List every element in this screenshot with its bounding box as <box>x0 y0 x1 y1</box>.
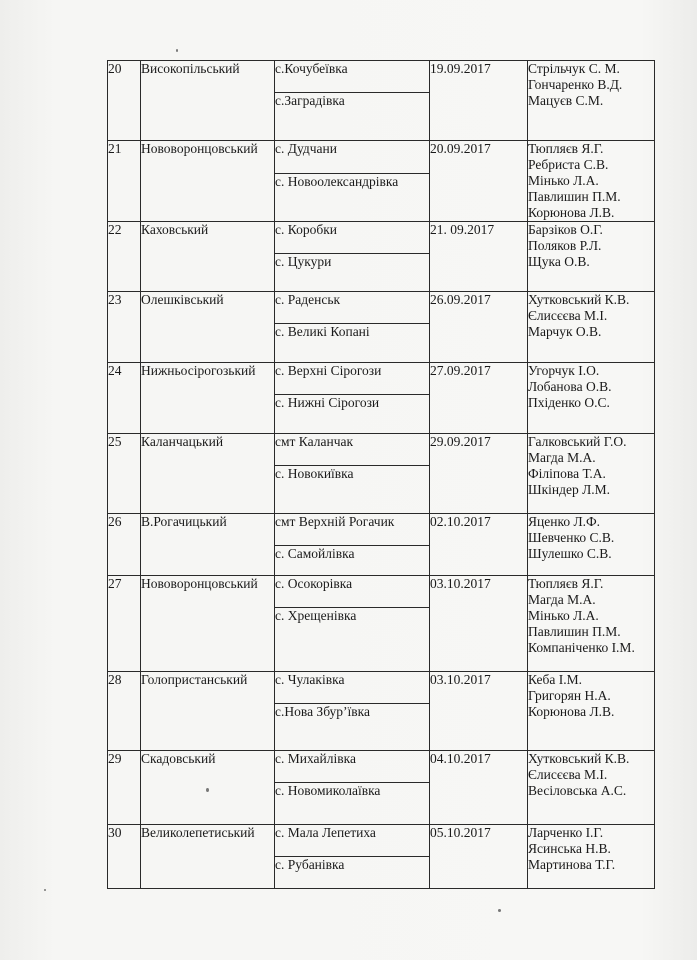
person-name: Кеба І.М. <box>528 672 582 687</box>
district-name: Скадовський <box>141 751 275 825</box>
responsible-people <box>528 672 655 751</box>
visit-date: 19.09.2017 <box>430 61 528 141</box>
district-name: Нововоронцовський <box>141 141 275 222</box>
table-row <box>108 751 655 783</box>
person-name: Павлишин П.М. <box>528 189 621 204</box>
district-name: Олешківський <box>141 292 275 363</box>
responsible-people <box>528 141 655 222</box>
row-number: 26 <box>108 514 141 576</box>
village-name: с.Нова Збур’ївка <box>275 704 430 751</box>
village-name: с. Верхні Сірогози <box>275 363 430 395</box>
district-name: Великолепетиський <box>141 825 275 889</box>
district-name: Каланчацький <box>141 434 275 514</box>
district-name: Високопільський <box>141 61 275 141</box>
table-row <box>108 141 655 174</box>
person-name: Щука О.В. <box>528 254 590 269</box>
person-name: Шулешко С.В. <box>528 546 612 561</box>
row-number: 29 <box>108 751 141 825</box>
person-name: Гончаренко В.Д. <box>528 77 623 92</box>
responsible-people <box>528 61 655 141</box>
person-name: Ребриста С.В. <box>528 157 609 172</box>
responsible-people <box>528 363 655 434</box>
person-name: Стрільчук С. М. <box>528 61 620 76</box>
person-name: Єлисєєва М.І. <box>528 767 608 782</box>
village-name: с. Дудчани <box>275 141 430 174</box>
row-number: 23 <box>108 292 141 363</box>
person-name: Філіпова Т.А. <box>528 466 606 481</box>
person-name: Павлишин П.М. <box>528 624 621 639</box>
person-name: Ясинська Н.В. <box>528 841 611 856</box>
visit-date: 26.09.2017 <box>430 292 528 363</box>
village-name: с. Рубанівка <box>275 857 430 889</box>
person-name: Барзіков О.Г. <box>528 222 603 237</box>
person-name: Шкіндер Л.М. <box>528 482 611 497</box>
row-number: 28 <box>108 672 141 751</box>
row-number: 21 <box>108 141 141 222</box>
village-name: с. Хрещенівка <box>275 608 430 672</box>
village-name: с. Самойлівка <box>275 546 430 576</box>
responsible-people <box>528 222 655 292</box>
person-name: Марчук О.В. <box>528 324 602 339</box>
visit-date: 03.10.2017 <box>430 672 528 751</box>
person-name: Тюпляєв Я.Г. <box>528 576 604 591</box>
visit-date: 21. 09.2017 <box>430 222 528 292</box>
person-name: Магда М.А. <box>528 592 596 607</box>
responsible-people <box>528 825 655 889</box>
table-row <box>108 825 655 857</box>
village-name: с. Нижні Сірогози <box>275 395 430 434</box>
responsible-people <box>528 434 655 514</box>
responsible-people <box>528 514 655 576</box>
row-number: 27 <box>108 576 141 672</box>
person-name: Григорян Н.А. <box>528 688 611 703</box>
person-name: Мінько Л.А. <box>528 173 599 188</box>
person-name: Хутковський К.В. <box>528 292 630 307</box>
responsible-people <box>528 751 655 825</box>
person-name: Угорчук І.О. <box>528 363 600 378</box>
visit-date: 29.09.2017 <box>430 434 528 514</box>
person-name: Поляков Р.Л. <box>528 238 602 253</box>
row-number: 24 <box>108 363 141 434</box>
visit-date: 04.10.2017 <box>430 751 528 825</box>
district-name: В.Рогачицький <box>141 514 275 576</box>
scan-speck <box>206 788 209 792</box>
table-row <box>108 61 655 93</box>
schedule-table <box>107 60 655 889</box>
village-name: с. Михайлівка <box>275 751 430 783</box>
district-name: Голопристанський <box>141 672 275 751</box>
district-name: Нижньосірогозький <box>141 363 275 434</box>
district-name: Каховський <box>141 222 275 292</box>
row-number: 30 <box>108 825 141 889</box>
responsible-people <box>528 576 655 672</box>
person-name: Пхіденко О.С. <box>528 395 610 410</box>
village-name: с. Новоолександрівка <box>275 174 430 222</box>
village-name: с. Великі Копані <box>275 324 430 363</box>
responsible-people <box>528 292 655 363</box>
row-number: 25 <box>108 434 141 514</box>
visit-date: 03.10.2017 <box>430 576 528 672</box>
scan-speck <box>498 909 501 912</box>
visit-date: 02.10.2017 <box>430 514 528 576</box>
village-name: с. Коробки <box>275 222 430 254</box>
table-row <box>108 434 655 466</box>
person-name: Мацуєв С.М. <box>528 93 604 108</box>
visit-date: 27.09.2017 <box>430 363 528 434</box>
village-name: с. Новокиївка <box>275 466 430 514</box>
table-row <box>108 514 655 546</box>
scan-speck <box>176 49 178 52</box>
scan-speck <box>44 889 46 891</box>
village-name: смт Каланчак <box>275 434 430 466</box>
person-name: Яценко Л.Ф. <box>528 514 601 529</box>
village-name: с. Раденськ <box>275 292 430 324</box>
person-name: Хутковський К.В. <box>528 751 630 766</box>
person-name: Мартинова Т.Г. <box>528 857 616 872</box>
person-name: Корюнова Л.В. <box>528 704 615 719</box>
village-name: с. Цукури <box>275 254 430 292</box>
table-row <box>108 292 655 324</box>
table-row <box>108 222 655 254</box>
person-name: Мінько Л.А. <box>528 608 599 623</box>
table-row <box>108 363 655 395</box>
person-name: Шевченко С.В. <box>528 530 615 545</box>
table-row <box>108 576 655 608</box>
village-name: с. Осокорівка <box>275 576 430 608</box>
person-name: Тюпляєв Я.Г. <box>528 141 604 156</box>
person-name: Корюнова Л.В. <box>528 205 615 220</box>
person-name: Весіловська А.С. <box>528 783 627 798</box>
village-name: с. Чулаківка <box>275 672 430 704</box>
village-name: с. Мала Лепетиха <box>275 825 430 857</box>
schedule-body <box>108 61 655 889</box>
village-name: с.Кочубеївка <box>275 61 430 93</box>
person-name: Лобанова О.В. <box>528 379 612 394</box>
village-name: с. Новомиколаївка <box>275 783 430 825</box>
row-number: 22 <box>108 222 141 292</box>
district-name: Нововоронцовський <box>141 576 275 672</box>
person-name: Ларченко І.Г. <box>528 825 604 840</box>
visit-date: 20.09.2017 <box>430 141 528 222</box>
table-row <box>108 672 655 704</box>
person-name: Магда М.А. <box>528 450 596 465</box>
village-name: с.Заградівка <box>275 93 430 141</box>
row-number: 20 <box>108 61 141 141</box>
visit-date: 05.10.2017 <box>430 825 528 889</box>
person-name: Єлисєєва М.І. <box>528 308 608 323</box>
person-name: Галковський Г.О. <box>528 434 627 449</box>
village-name: смт Верхній Рогачик <box>275 514 430 546</box>
person-name: Компаніченко І.М. <box>528 640 635 655</box>
